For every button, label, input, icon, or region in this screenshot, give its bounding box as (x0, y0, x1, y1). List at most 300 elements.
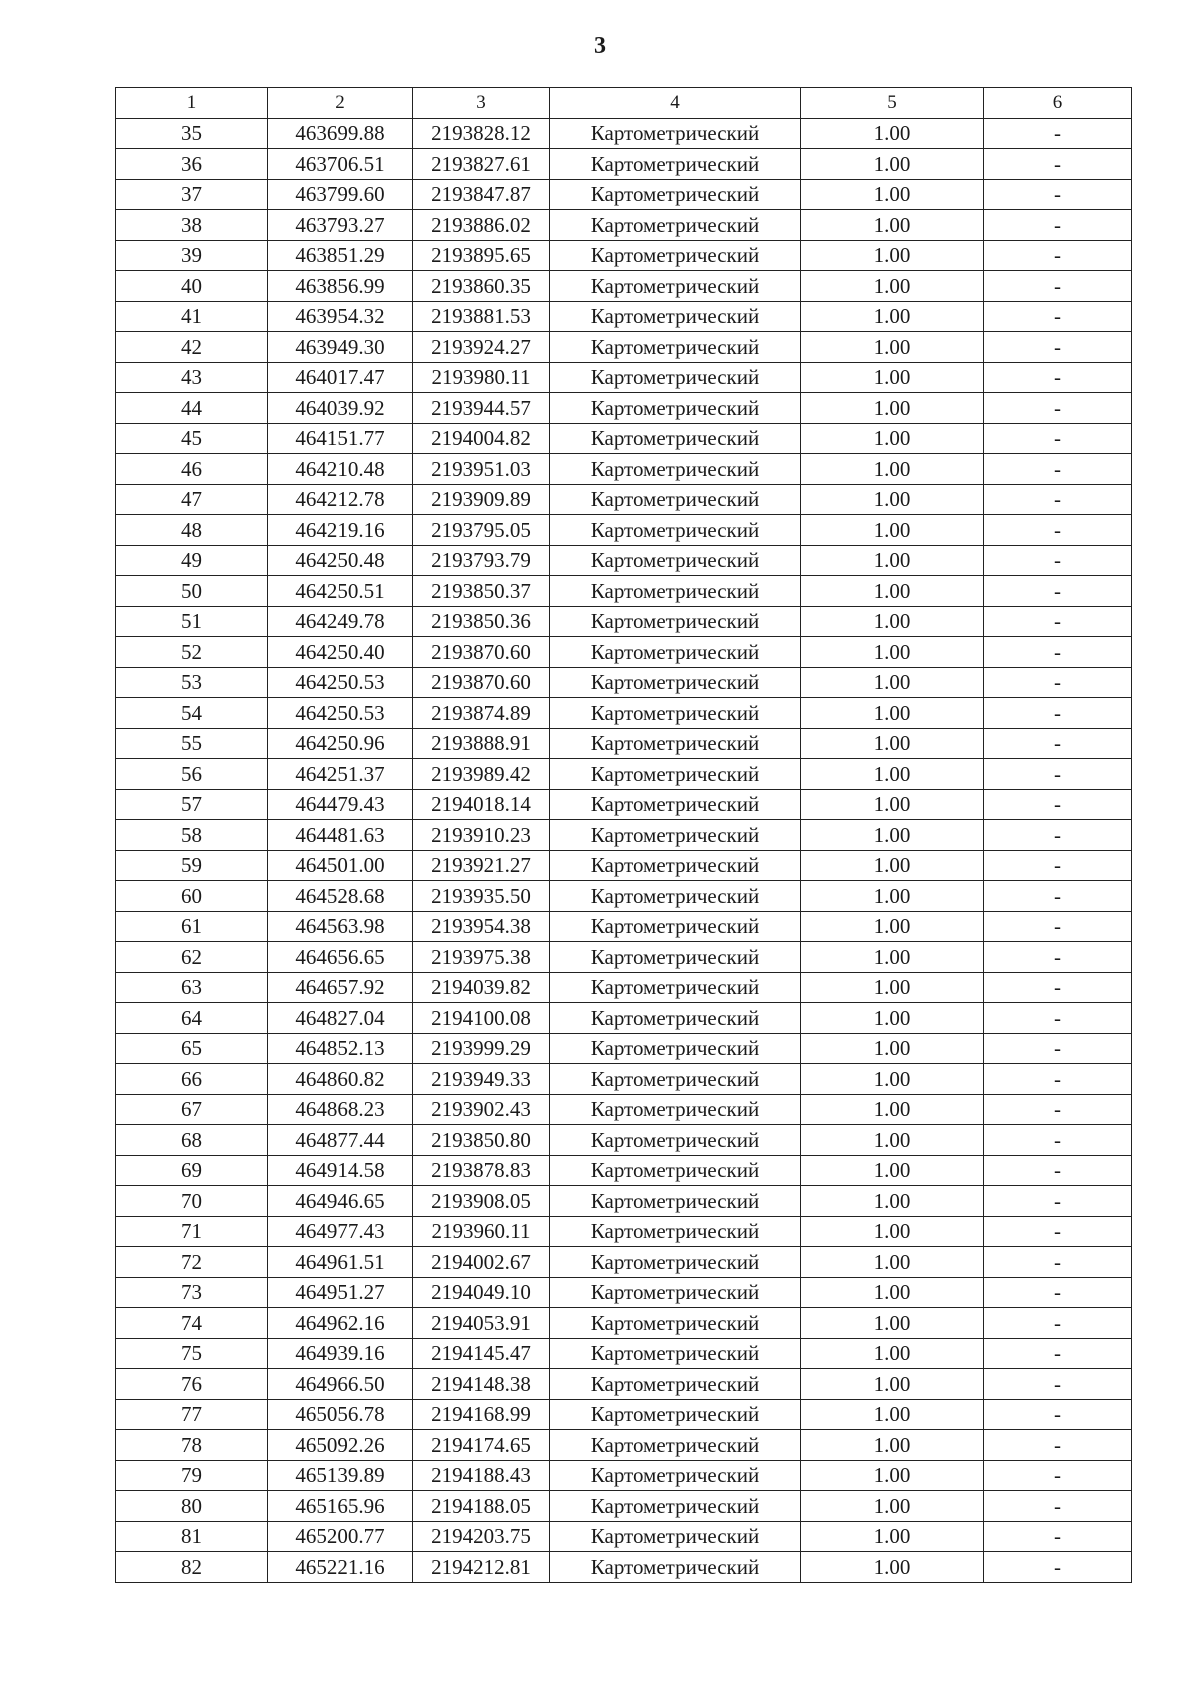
x-coordinate-cell: 464827.04 (268, 1003, 413, 1034)
method-cell: Картометрический (550, 972, 801, 1003)
table-row (116, 271, 1132, 302)
y-coordinate-cell: 2194188.05 (413, 1491, 550, 1522)
x-coordinate-cell: 464951.27 (268, 1277, 413, 1308)
note-cell: - (984, 1064, 1132, 1095)
table-row (116, 1186, 1132, 1217)
column-header: 2 (268, 88, 413, 119)
table-row (116, 1430, 1132, 1461)
y-coordinate-cell: 2193954.38 (413, 911, 550, 942)
table-row (116, 240, 1132, 271)
accuracy-cell: 1.00 (801, 698, 984, 729)
table-row (116, 1125, 1132, 1156)
table-row (116, 1521, 1132, 1552)
method-cell: Картометрический (550, 454, 801, 485)
y-coordinate-cell: 2193895.65 (413, 240, 550, 271)
table-row (116, 972, 1132, 1003)
x-coordinate-cell: 465092.26 (268, 1430, 413, 1461)
x-coordinate-cell: 464914.58 (268, 1155, 413, 1186)
note-cell: - (984, 271, 1132, 302)
note-cell: - (984, 942, 1132, 973)
table-row (116, 789, 1132, 820)
point-number-cell: 38 (116, 210, 268, 241)
x-coordinate-cell: 464966.50 (268, 1369, 413, 1400)
x-coordinate-cell: 463856.99 (268, 271, 413, 302)
table-row (116, 637, 1132, 668)
method-cell: Картометрический (550, 789, 801, 820)
accuracy-cell: 1.00 (801, 820, 984, 851)
accuracy-cell: 1.00 (801, 1155, 984, 1186)
table-row (116, 1491, 1132, 1522)
point-number-cell: 74 (116, 1308, 268, 1339)
method-cell: Картометрический (550, 515, 801, 546)
accuracy-cell: 1.00 (801, 1460, 984, 1491)
note-cell: - (984, 606, 1132, 637)
x-coordinate-cell: 464852.13 (268, 1033, 413, 1064)
y-coordinate-cell: 2194174.65 (413, 1430, 550, 1461)
accuracy-cell: 1.00 (801, 362, 984, 393)
point-number-cell: 55 (116, 728, 268, 759)
y-coordinate-cell: 2193850.37 (413, 576, 550, 607)
y-coordinate-cell: 2193908.05 (413, 1186, 550, 1217)
y-coordinate-cell: 2193870.60 (413, 667, 550, 698)
table-row (116, 606, 1132, 637)
method-cell: Картометрический (550, 1247, 801, 1278)
table-row (116, 667, 1132, 698)
point-number-cell: 37 (116, 179, 268, 210)
table-row (116, 179, 1132, 210)
accuracy-cell: 1.00 (801, 576, 984, 607)
x-coordinate-cell: 463851.29 (268, 240, 413, 271)
note-cell: - (984, 423, 1132, 454)
method-cell: Картометрический (550, 1216, 801, 1247)
x-coordinate-cell: 464251.37 (268, 759, 413, 790)
table-row (116, 1003, 1132, 1034)
y-coordinate-cell: 2193951.03 (413, 454, 550, 485)
table-row (116, 576, 1132, 607)
note-cell: - (984, 1430, 1132, 1461)
y-coordinate-cell: 2193795.05 (413, 515, 550, 546)
accuracy-cell: 1.00 (801, 1430, 984, 1461)
note-cell: - (984, 515, 1132, 546)
coordinates-table (115, 87, 1132, 1583)
note-cell: - (984, 759, 1132, 790)
y-coordinate-cell: 2193828.12 (413, 118, 550, 149)
x-coordinate-cell: 464250.96 (268, 728, 413, 759)
accuracy-cell: 1.00 (801, 1033, 984, 1064)
note-cell: - (984, 1247, 1132, 1278)
method-cell: Картометрический (550, 1521, 801, 1552)
x-coordinate-cell: 464481.63 (268, 820, 413, 851)
point-number-cell: 72 (116, 1247, 268, 1278)
table-row (116, 911, 1132, 942)
table-row (116, 1094, 1132, 1125)
x-coordinate-cell: 463954.32 (268, 301, 413, 332)
note-cell: - (984, 637, 1132, 668)
note-cell: - (984, 1186, 1132, 1217)
point-number-cell: 80 (116, 1491, 268, 1522)
point-number-cell: 56 (116, 759, 268, 790)
table-row (116, 1033, 1132, 1064)
accuracy-cell: 1.00 (801, 1521, 984, 1552)
point-number-cell: 47 (116, 484, 268, 515)
table-row (116, 698, 1132, 729)
y-coordinate-cell: 2193874.89 (413, 698, 550, 729)
note-cell: - (984, 454, 1132, 485)
point-number-cell: 57 (116, 789, 268, 820)
note-cell: - (984, 1277, 1132, 1308)
method-cell: Картометрический (550, 942, 801, 973)
x-coordinate-cell: 464017.47 (268, 362, 413, 393)
note-cell: - (984, 1521, 1132, 1552)
point-number-cell: 62 (116, 942, 268, 973)
table-row (116, 1308, 1132, 1339)
y-coordinate-cell: 2193949.33 (413, 1064, 550, 1095)
note-cell: - (984, 820, 1132, 851)
point-number-cell: 59 (116, 850, 268, 881)
note-cell: - (984, 1003, 1132, 1034)
method-cell: Картометрический (550, 698, 801, 729)
point-number-cell: 63 (116, 972, 268, 1003)
note-cell: - (984, 1491, 1132, 1522)
accuracy-cell: 1.00 (801, 1003, 984, 1034)
method-cell: Картометрический (550, 271, 801, 302)
y-coordinate-cell: 2194148.38 (413, 1369, 550, 1400)
table-row (116, 1277, 1132, 1308)
accuracy-cell: 1.00 (801, 972, 984, 1003)
x-coordinate-cell: 465221.16 (268, 1552, 413, 1583)
point-number-cell: 69 (116, 1155, 268, 1186)
note-cell: - (984, 1338, 1132, 1369)
note-cell: - (984, 240, 1132, 271)
y-coordinate-cell: 2193999.29 (413, 1033, 550, 1064)
y-coordinate-cell: 2194168.99 (413, 1399, 550, 1430)
note-cell: - (984, 1369, 1132, 1400)
point-number-cell: 44 (116, 393, 268, 424)
accuracy-cell: 1.00 (801, 210, 984, 241)
y-coordinate-cell: 2193921.27 (413, 850, 550, 881)
point-number-cell: 35 (116, 118, 268, 149)
method-cell: Картометрический (550, 1552, 801, 1583)
column-header: 6 (984, 88, 1132, 119)
x-coordinate-cell: 464250.48 (268, 545, 413, 576)
point-number-cell: 81 (116, 1521, 268, 1552)
note-cell: - (984, 362, 1132, 393)
method-cell: Картометрический (550, 423, 801, 454)
note-cell: - (984, 881, 1132, 912)
column-header: 1 (116, 88, 268, 119)
y-coordinate-cell: 2194053.91 (413, 1308, 550, 1339)
y-coordinate-cell: 2194145.47 (413, 1338, 550, 1369)
x-coordinate-cell: 464860.82 (268, 1064, 413, 1095)
x-coordinate-cell: 463706.51 (268, 149, 413, 180)
table-row (116, 118, 1132, 149)
accuracy-cell: 1.00 (801, 515, 984, 546)
table-row (116, 881, 1132, 912)
x-coordinate-cell: 464210.48 (268, 454, 413, 485)
note-cell: - (984, 1399, 1132, 1430)
accuracy-cell: 1.00 (801, 179, 984, 210)
method-cell: Картометрический (550, 240, 801, 271)
accuracy-cell: 1.00 (801, 1064, 984, 1095)
method-cell: Картометрический (550, 118, 801, 149)
table-row (116, 759, 1132, 790)
y-coordinate-cell: 2193850.80 (413, 1125, 550, 1156)
note-cell: - (984, 1460, 1132, 1491)
y-coordinate-cell: 2193847.87 (413, 179, 550, 210)
note-cell: - (984, 118, 1132, 149)
method-cell: Картометрический (550, 759, 801, 790)
y-coordinate-cell: 2194018.14 (413, 789, 550, 820)
table-row (116, 1369, 1132, 1400)
note-cell: - (984, 210, 1132, 241)
point-number-cell: 76 (116, 1369, 268, 1400)
table-row (116, 1155, 1132, 1186)
note-cell: - (984, 484, 1132, 515)
note-cell: - (984, 850, 1132, 881)
x-coordinate-cell: 464977.43 (268, 1216, 413, 1247)
point-number-cell: 77 (116, 1399, 268, 1430)
y-coordinate-cell: 2193870.60 (413, 637, 550, 668)
point-number-cell: 50 (116, 576, 268, 607)
x-coordinate-cell: 464250.53 (268, 667, 413, 698)
method-cell: Картометрический (550, 1125, 801, 1156)
table-row (116, 362, 1132, 393)
note-cell: - (984, 1308, 1132, 1339)
note-cell: - (984, 1216, 1132, 1247)
x-coordinate-cell: 464039.92 (268, 393, 413, 424)
accuracy-cell: 1.00 (801, 850, 984, 881)
note-cell: - (984, 545, 1132, 576)
column-header: 3 (413, 88, 550, 119)
table-row (116, 942, 1132, 973)
point-number-cell: 39 (116, 240, 268, 271)
note-cell: - (984, 698, 1132, 729)
method-cell: Картометрический (550, 850, 801, 881)
y-coordinate-cell: 2193935.50 (413, 881, 550, 912)
table-row (116, 1064, 1132, 1095)
point-number-cell: 68 (116, 1125, 268, 1156)
x-coordinate-cell: 465056.78 (268, 1399, 413, 1430)
point-number-cell: 82 (116, 1552, 268, 1583)
accuracy-cell: 1.00 (801, 1399, 984, 1430)
y-coordinate-cell: 2194100.08 (413, 1003, 550, 1034)
accuracy-cell: 1.00 (801, 118, 984, 149)
point-number-cell: 42 (116, 332, 268, 363)
x-coordinate-cell: 464219.16 (268, 515, 413, 546)
point-number-cell: 46 (116, 454, 268, 485)
accuracy-cell: 1.00 (801, 454, 984, 485)
accuracy-cell: 1.00 (801, 1308, 984, 1339)
y-coordinate-cell: 2194039.82 (413, 972, 550, 1003)
note-cell: - (984, 179, 1132, 210)
point-number-cell: 73 (116, 1277, 268, 1308)
x-coordinate-cell: 464946.65 (268, 1186, 413, 1217)
accuracy-cell: 1.00 (801, 149, 984, 180)
point-number-cell: 79 (116, 1460, 268, 1491)
table-row (116, 1216, 1132, 1247)
method-cell: Картометрический (550, 1399, 801, 1430)
note-cell: - (984, 911, 1132, 942)
note-cell: - (984, 789, 1132, 820)
point-number-cell: 48 (116, 515, 268, 546)
accuracy-cell: 1.00 (801, 881, 984, 912)
method-cell: Картометрический (550, 1064, 801, 1095)
method-cell: Картометрический (550, 667, 801, 698)
y-coordinate-cell: 2193886.02 (413, 210, 550, 241)
point-number-cell: 41 (116, 301, 268, 332)
y-coordinate-cell: 2194004.82 (413, 423, 550, 454)
accuracy-cell: 1.00 (801, 393, 984, 424)
method-cell: Картометрический (550, 1186, 801, 1217)
accuracy-cell: 1.00 (801, 637, 984, 668)
y-coordinate-cell: 2194212.81 (413, 1552, 550, 1583)
table-row (116, 850, 1132, 881)
x-coordinate-cell: 464868.23 (268, 1094, 413, 1125)
x-coordinate-cell: 463793.27 (268, 210, 413, 241)
point-number-cell: 70 (116, 1186, 268, 1217)
y-coordinate-cell: 2193902.43 (413, 1094, 550, 1125)
y-coordinate-cell: 2194203.75 (413, 1521, 550, 1552)
method-cell: Картометрический (550, 1003, 801, 1034)
table-row (116, 210, 1132, 241)
x-coordinate-cell: 464962.16 (268, 1308, 413, 1339)
x-coordinate-cell: 464151.77 (268, 423, 413, 454)
accuracy-cell: 1.00 (801, 484, 984, 515)
method-cell: Картометрический (550, 576, 801, 607)
point-number-cell: 36 (116, 149, 268, 180)
note-cell: - (984, 1552, 1132, 1583)
x-coordinate-cell: 464479.43 (268, 789, 413, 820)
table-row (116, 1552, 1132, 1583)
y-coordinate-cell: 2193878.83 (413, 1155, 550, 1186)
accuracy-cell: 1.00 (801, 1338, 984, 1369)
x-coordinate-cell: 465139.89 (268, 1460, 413, 1491)
note-cell: - (984, 1033, 1132, 1064)
y-coordinate-cell: 2193975.38 (413, 942, 550, 973)
accuracy-cell: 1.00 (801, 1277, 984, 1308)
note-cell: - (984, 149, 1132, 180)
point-number-cell: 40 (116, 271, 268, 302)
y-coordinate-cell: 2193850.36 (413, 606, 550, 637)
accuracy-cell: 1.00 (801, 789, 984, 820)
note-cell: - (984, 576, 1132, 607)
x-coordinate-cell: 465200.77 (268, 1521, 413, 1552)
accuracy-cell: 1.00 (801, 728, 984, 759)
method-cell: Картометрический (550, 881, 801, 912)
note-cell: - (984, 1094, 1132, 1125)
table-row (116, 820, 1132, 851)
x-coordinate-cell: 464249.78 (268, 606, 413, 637)
note-cell: - (984, 393, 1132, 424)
x-coordinate-cell: 464939.16 (268, 1338, 413, 1369)
x-coordinate-cell: 464961.51 (268, 1247, 413, 1278)
table-row (116, 545, 1132, 576)
accuracy-cell: 1.00 (801, 911, 984, 942)
table-row (116, 1247, 1132, 1278)
accuracy-cell: 1.00 (801, 271, 984, 302)
accuracy-cell: 1.00 (801, 1186, 984, 1217)
accuracy-cell: 1.00 (801, 1369, 984, 1400)
table-header-row (116, 88, 1132, 119)
table-body (116, 118, 1132, 1582)
accuracy-cell: 1.00 (801, 1094, 984, 1125)
accuracy-cell: 1.00 (801, 942, 984, 973)
table-row (116, 454, 1132, 485)
accuracy-cell: 1.00 (801, 606, 984, 637)
table-row (116, 332, 1132, 363)
table-row (116, 301, 1132, 332)
point-number-cell: 78 (116, 1430, 268, 1461)
point-number-cell: 75 (116, 1338, 268, 1369)
y-coordinate-cell: 2193989.42 (413, 759, 550, 790)
x-coordinate-cell: 464563.98 (268, 911, 413, 942)
table-row (116, 1399, 1132, 1430)
x-coordinate-cell: 465165.96 (268, 1491, 413, 1522)
x-coordinate-cell: 464250.51 (268, 576, 413, 607)
method-cell: Картометрический (550, 1460, 801, 1491)
x-coordinate-cell: 464501.00 (268, 850, 413, 881)
method-cell: Картометрический (550, 393, 801, 424)
y-coordinate-cell: 2194049.10 (413, 1277, 550, 1308)
note-cell: - (984, 1125, 1132, 1156)
accuracy-cell: 1.00 (801, 1216, 984, 1247)
method-cell: Картометрический (550, 332, 801, 363)
point-number-cell: 61 (116, 911, 268, 942)
point-number-cell: 67 (116, 1094, 268, 1125)
method-cell: Картометрический (550, 210, 801, 241)
column-header: 4 (550, 88, 801, 119)
x-coordinate-cell: 463949.30 (268, 332, 413, 363)
x-coordinate-cell: 463799.60 (268, 179, 413, 210)
point-number-cell: 53 (116, 667, 268, 698)
y-coordinate-cell: 2193924.27 (413, 332, 550, 363)
table-row (116, 515, 1132, 546)
method-cell: Картометрический (550, 1369, 801, 1400)
x-coordinate-cell: 464250.40 (268, 637, 413, 668)
column-header: 5 (801, 88, 984, 119)
note-cell: - (984, 667, 1132, 698)
method-cell: Картометрический (550, 1491, 801, 1522)
x-coordinate-cell: 464657.92 (268, 972, 413, 1003)
table-row (116, 149, 1132, 180)
note-cell: - (984, 1155, 1132, 1186)
table-row (116, 728, 1132, 759)
page-number: 3 (594, 33, 606, 59)
accuracy-cell: 1.00 (801, 1552, 984, 1583)
table-row (116, 1460, 1132, 1491)
accuracy-cell: 1.00 (801, 1125, 984, 1156)
method-cell: Картометрический (550, 728, 801, 759)
point-number-cell: 64 (116, 1003, 268, 1034)
x-coordinate-cell: 464877.44 (268, 1125, 413, 1156)
x-coordinate-cell: 463699.88 (268, 118, 413, 149)
y-coordinate-cell: 2194188.43 (413, 1460, 550, 1491)
method-cell: Картометрический (550, 362, 801, 393)
point-number-cell: 60 (116, 881, 268, 912)
method-cell: Картометрический (550, 606, 801, 637)
note-cell: - (984, 972, 1132, 1003)
point-number-cell: 66 (116, 1064, 268, 1095)
method-cell: Картометрический (550, 1308, 801, 1339)
method-cell: Картометрический (550, 820, 801, 851)
table-row (116, 393, 1132, 424)
point-number-cell: 65 (116, 1033, 268, 1064)
accuracy-cell: 1.00 (801, 423, 984, 454)
y-coordinate-cell: 2193910.23 (413, 820, 550, 851)
method-cell: Картометрический (550, 1033, 801, 1064)
note-cell: - (984, 301, 1132, 332)
note-cell: - (984, 728, 1132, 759)
